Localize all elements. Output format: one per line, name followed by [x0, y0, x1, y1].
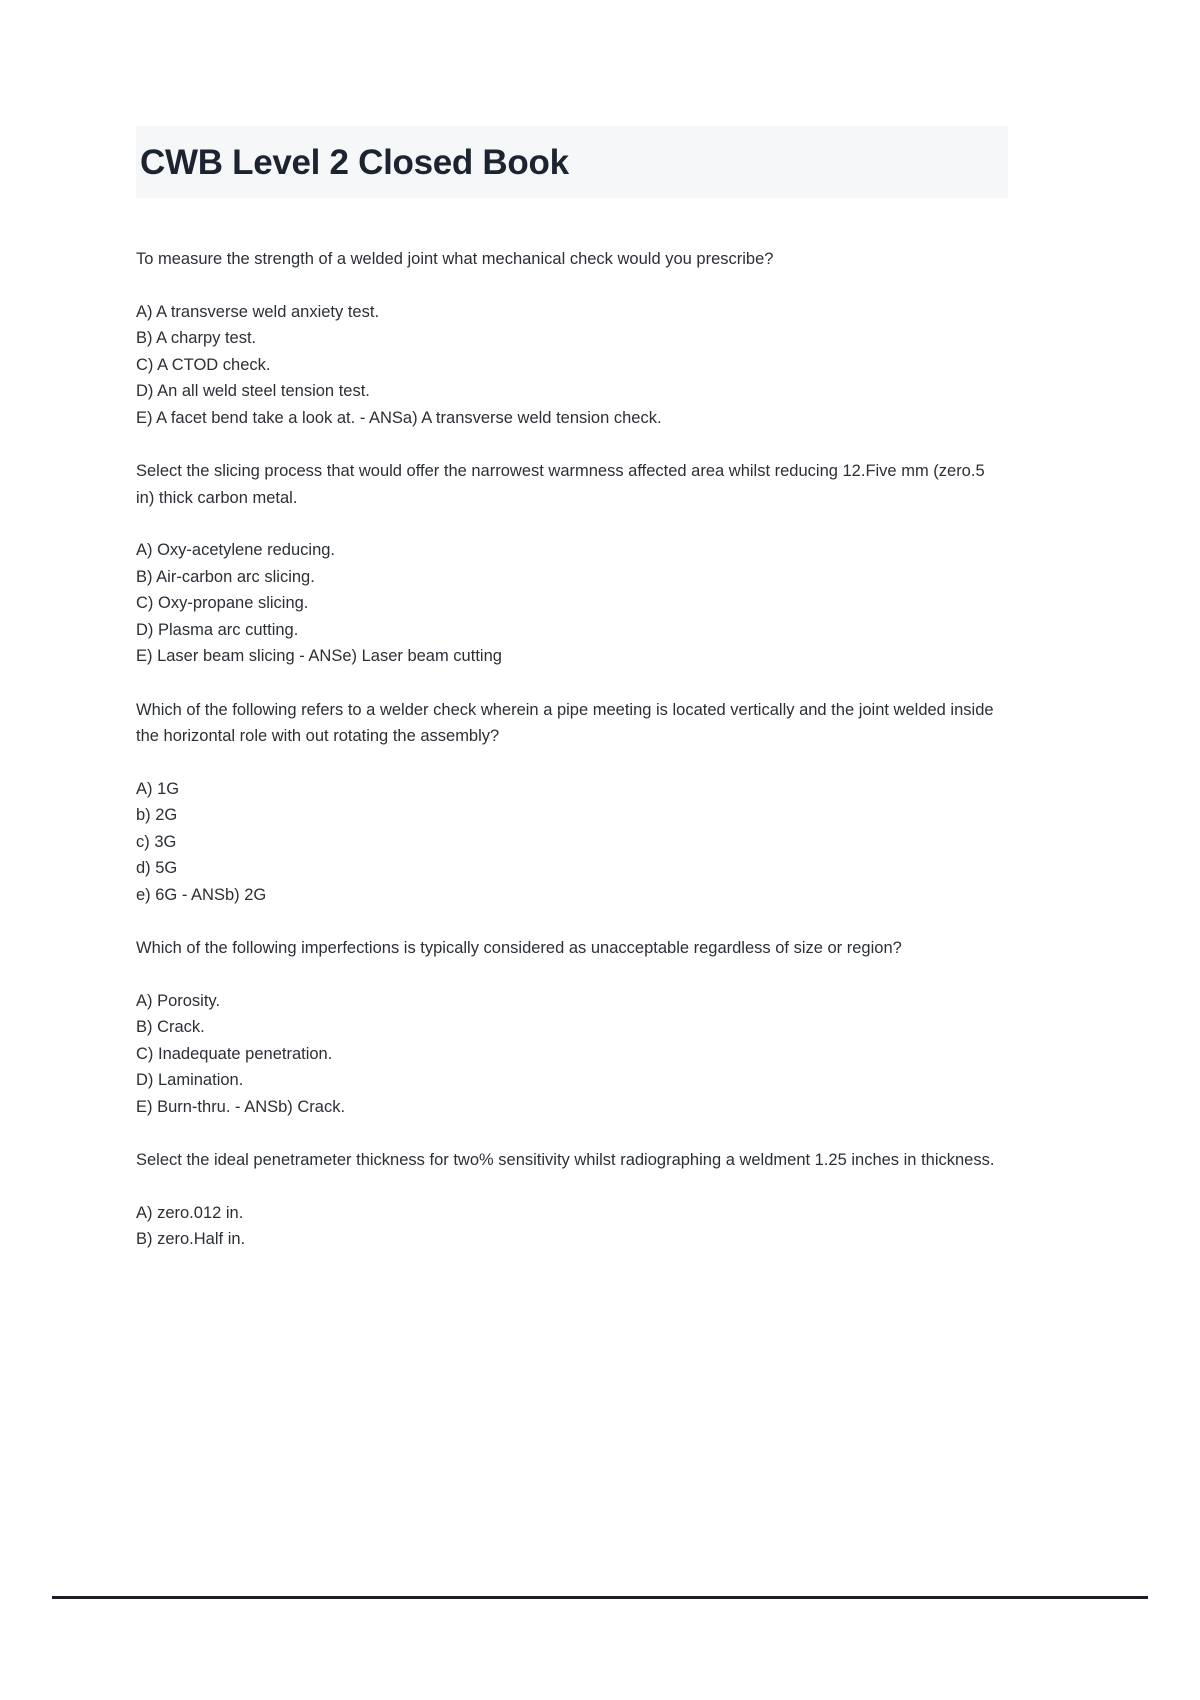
- title-banner: [136, 126, 1008, 198]
- answer-option: B) Air-carbon arc slicing.: [136, 567, 315, 586]
- answer-option: C) Oxy-propane slicing.: [136, 594, 309, 612]
- answer-option: B) Crack.: [136, 1018, 205, 1036]
- page-footer-divider: [52, 1596, 1148, 1599]
- question-stem: To measure the strength of a welded joint what mechanical check would you prescribe?: [136, 250, 774, 268]
- question-stem: Which of the following imperfections is typically considered as unacceptable regardless of size or region?: [136, 939, 902, 957]
- question-block: [136, 246, 1008, 431]
- answer-option: C) Inadequate penetration.: [136, 1044, 333, 1063]
- answer-option: D) Lamination.: [136, 1071, 244, 1089]
- question-block: [136, 935, 1008, 1120]
- question-block: [136, 458, 1008, 670]
- answer-options: [136, 1200, 1008, 1253]
- answer-option: A) zero.012 in.: [136, 1203, 244, 1222]
- answer-option: E) Laser beam slicing - ANSe) Laser beam cutting: [136, 647, 502, 665]
- answer-option: c) 3G: [136, 832, 177, 851]
- answer-option: D) An all weld steel tension test.: [136, 382, 370, 400]
- answer-options: [136, 988, 1008, 1121]
- question-stem: Which of the following refers to a welder check wherein a pipe meeting is located vertically and the joint welded inside the horizontal role with out rotating the assembly?: [136, 700, 994, 745]
- answer-option: E) A facet bend take a look at. - ANSa) A transverse weld tension check.: [136, 408, 662, 427]
- answer-options: [136, 299, 1008, 432]
- answer-option: C) A CTOD check.: [136, 355, 271, 374]
- question-block: [136, 1147, 1008, 1253]
- question-block: [136, 697, 1008, 909]
- answer-option: A) A transverse weld anxiety test.: [136, 302, 380, 321]
- page-title: CWB Level 2 Closed Book: [140, 142, 569, 182]
- answer-options: [136, 776, 1008, 909]
- answer-option: B) A charpy test.: [136, 329, 257, 347]
- answer-option: A) 1G: [136, 779, 180, 798]
- question-stem: Select the slicing process that would offer the narrowest warmness affected area whilst reducing 12.Five mm (zero.5 in) thick carbon metal.: [136, 462, 985, 507]
- answer-option: D) Plasma arc cutting.: [136, 620, 299, 639]
- answer-option: e) 6G - ANSb) 2G: [136, 885, 267, 904]
- answer-option: d) 5G: [136, 859, 178, 877]
- answer-option: A) Porosity.: [136, 991, 221, 1010]
- answer-option: b) 2G: [136, 806, 178, 824]
- document-body: [136, 246, 1008, 1280]
- question-stem: Select the ideal penetrameter thickness for two% sensitivity whilst radiographing a weldment 1.25 inches in thickness.: [136, 1151, 995, 1169]
- answer-option: A) Oxy-acetylene reducing.: [136, 541, 336, 559]
- answer-options: [136, 537, 1008, 670]
- answer-option: B) zero.Half in.: [136, 1230, 246, 1248]
- answer-option: E) Burn-thru. - ANSb) Crack.: [136, 1097, 346, 1116]
